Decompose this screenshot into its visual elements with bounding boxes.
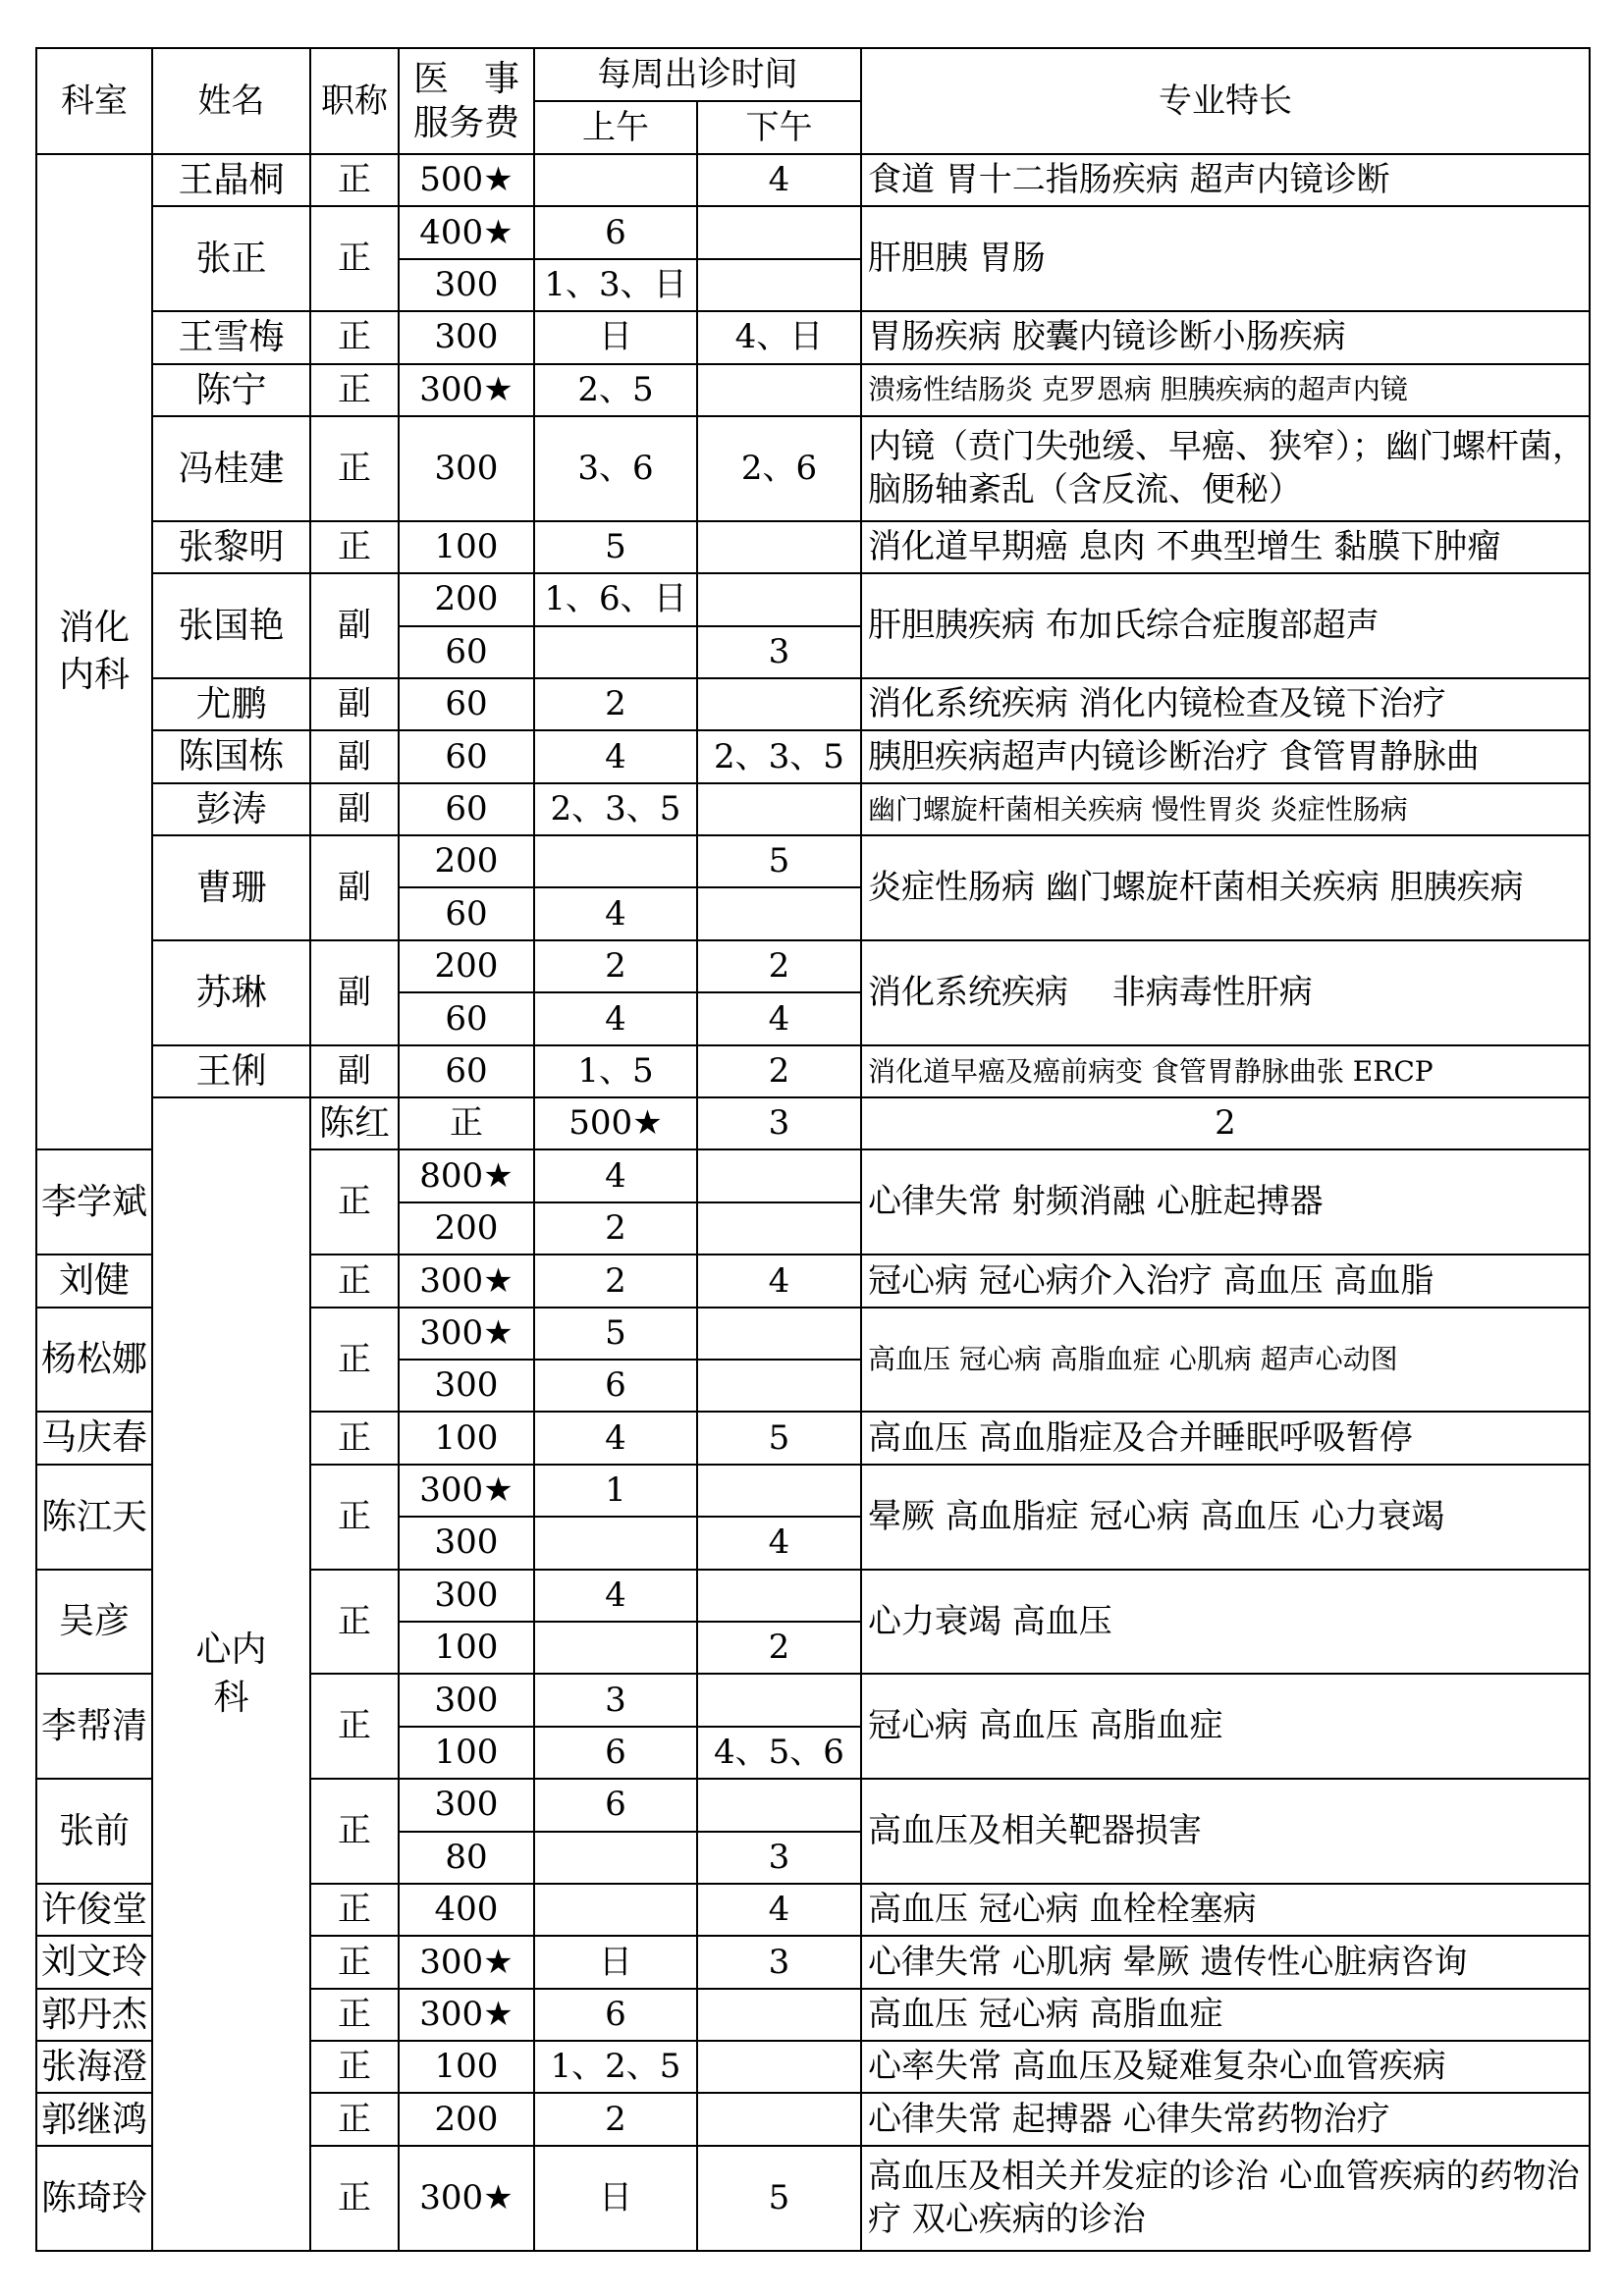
service-fee: 800★	[399, 1149, 534, 1201]
service-fee: 500★	[399, 154, 534, 206]
afternoon-slot	[697, 887, 861, 939]
header-name: 姓名	[152, 48, 310, 154]
morning-slot: 4	[534, 730, 697, 782]
doctor-title: 正	[310, 521, 399, 573]
doctor-name: 曹珊	[152, 835, 310, 940]
morning-slot: 2、5	[534, 364, 697, 416]
doctor-name: 陈红	[310, 1097, 399, 1149]
specialty: 心律失常 射频消融 心脏起搏器	[861, 1149, 1590, 1255]
service-fee: 300★	[399, 1255, 534, 1307]
doctor-title: 副	[310, 940, 399, 1045]
morning-slot: 日	[534, 2146, 697, 2251]
doctor-name: 许俊堂	[36, 1884, 152, 1936]
afternoon-slot: 3	[697, 1832, 861, 1884]
service-fee: 300	[399, 1570, 534, 1622]
department-cell	[36, 154, 152, 1149]
table-row	[36, 940, 1590, 992]
service-fee: 300★	[399, 2146, 534, 2251]
morning-slot: 3、6	[534, 416, 697, 521]
table-row	[36, 678, 1590, 730]
doctor-name: 杨松娜	[36, 1308, 152, 1413]
afternoon-slot	[697, 1360, 861, 1412]
morning-slot: 4	[534, 992, 697, 1044]
doctor-title: 正	[310, 1412, 399, 1464]
service-fee: 200	[399, 2093, 534, 2145]
doctor-title: 副	[310, 783, 399, 835]
afternoon-slot	[697, 259, 861, 311]
doctor-title: 正	[310, 1570, 399, 1675]
afternoon-slot: 2	[697, 1622, 861, 1674]
department-label-line: 消化	[58, 607, 130, 648]
doctor-title: 正	[310, 2041, 399, 2093]
afternoon-slot	[697, 1149, 861, 1201]
specialty: 高血压 冠心病 高脂血症 心肌病 超声心动图	[861, 1308, 1590, 1413]
afternoon-slot	[697, 1308, 861, 1360]
morning-slot: 1、5	[534, 1045, 697, 1097]
service-fee: 100	[399, 1622, 534, 1674]
doctor-name: 刘文玲	[36, 1936, 152, 1988]
morning-slot	[534, 626, 697, 678]
afternoon-slot: 2	[697, 1045, 861, 1097]
specialty: 炎症性肠病 幽门螺旋杆菌相关疾病 胆胰疾病	[861, 835, 1590, 940]
service-fee: 300	[399, 259, 534, 311]
service-fee: 60	[399, 992, 534, 1044]
specialty: 心率失常 高血压及疑难复杂心血管疾病	[861, 2041, 1590, 2093]
specialty: 高血压 高血脂症及合并睡眠呼吸暂停	[861, 1412, 1590, 1464]
service-fee: 300★	[399, 1465, 534, 1517]
specialty: 高血压 冠心病 血栓栓塞病	[861, 1884, 1590, 1936]
doctor-name: 冯桂建	[152, 416, 310, 521]
service-fee: 100	[399, 1412, 534, 1464]
service-fee: 60	[399, 887, 534, 939]
morning-slot: 4	[534, 1149, 697, 1201]
service-fee: 200	[399, 940, 534, 992]
morning-slot: 2	[534, 1255, 697, 1307]
doctor-title: 正	[310, 1255, 399, 1307]
specialty: 晕厥 高血脂症 冠心病 高血压 心力衰竭	[861, 1465, 1590, 1570]
doctor-name: 苏琳	[152, 940, 310, 1045]
department-label-line: 科	[213, 1677, 249, 1718]
doctor-name: 马庆春	[36, 1412, 152, 1464]
afternoon-slot: 3	[697, 1936, 861, 1988]
doctor-name: 郭丹杰	[36, 1989, 152, 2041]
doctor-title: 正	[310, 206, 399, 311]
doctor-title: 正	[310, 364, 399, 416]
doctor-title: 副	[310, 835, 399, 940]
morning-slot: 5	[534, 1308, 697, 1360]
morning-slot: 4	[534, 1412, 697, 1464]
service-fee: 60	[399, 730, 534, 782]
afternoon-slot	[697, 521, 861, 573]
doctor-title: 正	[310, 154, 399, 206]
table-row	[36, 416, 1590, 521]
table-row	[36, 573, 1590, 625]
morning-slot: 1、6、日	[534, 573, 697, 625]
doctor-name: 张前	[36, 1779, 152, 1884]
specialty: 溃疡性结肠炎 克罗恩病 胆胰疾病的超声内镜	[861, 364, 1590, 416]
specialty: 内镜（贲门失弛缓、早癌、狭窄）；幽门螺杆菌，脑肠轴紊乱（含反流、便秘）	[861, 416, 1590, 521]
specialty: 消化道早癌及癌前病变 食管胃静脉曲张 ERCP	[861, 1045, 1590, 1097]
afternoon-slot	[697, 2093, 861, 2145]
morning-slot: 2、3、5	[534, 783, 697, 835]
afternoon-slot: 4	[697, 1255, 861, 1307]
department-label-line: 心内	[195, 1629, 267, 1670]
table-row	[36, 1045, 1590, 1097]
doctor-name: 李学斌	[36, 1149, 152, 1255]
header-specialty: 专业特长	[861, 48, 1590, 154]
schedule-table	[35, 47, 1591, 2252]
service-fee: 80	[399, 1832, 534, 1884]
afternoon-slot: 2、6	[697, 416, 861, 521]
service-fee: 400	[399, 1884, 534, 1936]
afternoon-slot: 5	[697, 2146, 861, 2251]
service-fee: 60	[399, 626, 534, 678]
afternoon-slot: 2	[861, 1097, 1590, 1149]
specialty: 胰胆疾病超声内镜诊断治疗 食管胃静脉曲	[861, 730, 1590, 782]
afternoon-slot: 4	[697, 1884, 861, 1936]
specialty: 高血压及相关靶器损害	[861, 1779, 1590, 1884]
specialty: 幽门螺旋杆菌相关疾病 慢性胃炎 炎症性肠病	[861, 783, 1590, 835]
service-fee: 300	[399, 1360, 534, 1412]
table-row	[36, 1097, 1590, 1149]
service-fee: 300★	[399, 1308, 534, 1360]
doctor-name: 张国艳	[152, 573, 310, 678]
department-label-line: 内科	[58, 655, 130, 696]
specialty: 心力衰竭 高血压	[861, 1570, 1590, 1675]
table-row	[36, 835, 1590, 887]
service-fee: 100	[399, 2041, 534, 2093]
morning-slot	[534, 1622, 697, 1674]
doctor-name: 陈琦玲	[36, 2146, 152, 2251]
afternoon-slot: 3	[697, 626, 861, 678]
doctor-name: 陈江天	[36, 1465, 152, 1570]
service-fee: 200	[399, 573, 534, 625]
morning-slot: 6	[534, 1779, 697, 1831]
table-row	[36, 521, 1590, 573]
doctor-name: 彭涛	[152, 783, 310, 835]
doctor-title: 正	[310, 1149, 399, 1255]
header-fee	[399, 48, 534, 154]
afternoon-slot	[697, 1989, 861, 2041]
doctor-title: 正	[310, 1465, 399, 1570]
header-dept: 科室	[36, 48, 152, 154]
afternoon-slot	[697, 1465, 861, 1517]
morning-slot: 1、2、5	[534, 2041, 697, 2093]
morning-slot: 1、3、日	[534, 259, 697, 311]
doctor-title: 正	[310, 1674, 399, 1779]
doctor-title: 正	[310, 1308, 399, 1413]
header-pm: 下午	[697, 101, 861, 154]
morning-slot: 3	[697, 1097, 861, 1149]
doctor-name: 陈国栋	[152, 730, 310, 782]
morning-slot	[534, 1832, 697, 1884]
header-am: 上午	[534, 101, 697, 154]
service-fee: 400★	[399, 206, 534, 258]
afternoon-slot	[697, 783, 861, 835]
doctor-name: 吴彦	[36, 1570, 152, 1675]
specialty: 食道 胃十二指肠疾病 超声内镜诊断	[861, 154, 1590, 206]
morning-slot: 3	[534, 1674, 697, 1726]
header-fee-line2: 服务费	[412, 103, 519, 143]
morning-slot: 6	[534, 1360, 697, 1412]
morning-slot: 6	[534, 1727, 697, 1779]
schedule-body	[36, 154, 1590, 2251]
doctor-title: 正	[310, 2093, 399, 2145]
service-fee: 200	[399, 835, 534, 887]
afternoon-slot	[697, 2041, 861, 2093]
specialty: 高血压 冠心病 高脂血症	[861, 1989, 1590, 2041]
morning-slot: 日	[534, 1936, 697, 1988]
service-fee: 300★	[399, 364, 534, 416]
afternoon-slot	[697, 573, 861, 625]
service-fee: 300	[399, 311, 534, 363]
afternoon-slot	[697, 1674, 861, 1726]
table-row	[36, 730, 1590, 782]
morning-slot	[534, 1884, 697, 1936]
header-fee-line1: 医 事	[412, 59, 519, 99]
doctor-name: 尤鹏	[152, 678, 310, 730]
morning-slot: 4	[534, 887, 697, 939]
afternoon-slot: 2、3、5	[697, 730, 861, 782]
doctor-name: 王晶桐	[152, 154, 310, 206]
morning-slot: 2	[534, 1202, 697, 1255]
doctor-title: 正	[310, 1884, 399, 1936]
service-fee: 300★	[399, 1936, 534, 1988]
header-schedule: 每周出诊时间	[534, 48, 861, 101]
doctor-name: 王雪梅	[152, 311, 310, 363]
doctor-name: 刘健	[36, 1255, 152, 1307]
service-fee: 300	[399, 1674, 534, 1726]
doctor-title: 正	[310, 2146, 399, 2251]
doctor-title: 正	[399, 1097, 534, 1149]
table-row	[36, 364, 1590, 416]
doctor-title: 正	[310, 1989, 399, 2041]
service-fee: 200	[399, 1202, 534, 1255]
specialty: 消化系统疾病 消化内镜检查及镜下治疗	[861, 678, 1590, 730]
specialty: 胃肠疾病 胶囊内镜诊断小肠疾病	[861, 311, 1590, 363]
table-row	[36, 206, 1590, 258]
morning-slot	[534, 154, 697, 206]
afternoon-slot: 4	[697, 1517, 861, 1569]
doctor-name: 张海澄	[36, 2041, 152, 2093]
afternoon-slot	[697, 1570, 861, 1622]
doctor-title: 正	[310, 1936, 399, 1988]
doctor-name: 张正	[152, 206, 310, 311]
afternoon-slot	[697, 364, 861, 416]
afternoon-slot	[697, 206, 861, 258]
doctor-title: 副	[310, 678, 399, 730]
service-fee: 300★	[399, 1989, 534, 2041]
morning-slot: 6	[534, 1989, 697, 2041]
service-fee: 300	[399, 1779, 534, 1831]
morning-slot	[534, 835, 697, 887]
doctor-name: 郭继鸿	[36, 2093, 152, 2145]
afternoon-slot: 4	[697, 992, 861, 1044]
morning-slot: 2	[534, 2093, 697, 2145]
specialty: 肝胆胰疾病 布加氏综合症腹部超声	[861, 573, 1590, 678]
service-fee: 100	[399, 1727, 534, 1779]
table-row	[36, 154, 1590, 206]
doctor-name: 王俐	[152, 1045, 310, 1097]
morning-slot: 1	[534, 1465, 697, 1517]
morning-slot: 6	[534, 206, 697, 258]
afternoon-slot: 4、日	[697, 311, 861, 363]
doctor-name: 陈宁	[152, 364, 310, 416]
afternoon-slot: 5	[697, 1412, 861, 1464]
doctor-title: 正	[310, 311, 399, 363]
doctor-title: 正	[310, 1779, 399, 1884]
department-cell	[152, 1097, 310, 2251]
morning-slot: 日	[534, 311, 697, 363]
morning-slot: 5	[534, 521, 697, 573]
afternoon-slot	[697, 678, 861, 730]
specialty: 冠心病 高血压 高脂血症	[861, 1674, 1590, 1779]
afternoon-slot: 2	[697, 940, 861, 992]
doctor-name: 李帮清	[36, 1674, 152, 1779]
specialty: 高血压及相关并发症的诊治 心血管疾病的药物治疗 双心疾病的诊治	[861, 2146, 1590, 2251]
afternoon-slot	[697, 1202, 861, 1255]
service-fee: 100	[399, 521, 534, 573]
specialty: 心律失常 起搏器 心律失常药物治疗	[861, 2093, 1590, 2145]
table-row	[36, 311, 1590, 363]
header-title: 职称	[310, 48, 399, 154]
doctor-title: 副	[310, 573, 399, 678]
service-fee: 500★	[534, 1097, 697, 1149]
doctor-title: 正	[310, 416, 399, 521]
doctor-name: 张黎明	[152, 521, 310, 573]
doctor-title: 副	[310, 730, 399, 782]
morning-slot: 2	[534, 940, 697, 992]
table-row	[36, 783, 1590, 835]
service-fee: 300	[399, 1517, 534, 1569]
morning-slot: 2	[534, 678, 697, 730]
service-fee: 300	[399, 416, 534, 521]
afternoon-slot	[697, 1779, 861, 1831]
service-fee: 60	[399, 1045, 534, 1097]
specialty: 消化道早期癌 息肉 不典型增生 黏膜下肿瘤	[861, 521, 1590, 573]
doctor-title: 副	[310, 1045, 399, 1097]
specialty: 心律失常 心肌病 晕厥 遗传性心脏病咨询	[861, 1936, 1590, 1988]
afternoon-slot: 4、5、6	[697, 1727, 861, 1779]
service-fee: 60	[399, 783, 534, 835]
afternoon-slot: 5	[697, 835, 861, 887]
morning-slot	[534, 1517, 697, 1569]
morning-slot: 4	[534, 1570, 697, 1622]
specialty: 消化系统疾病 非病毒性肝病	[861, 940, 1590, 1045]
afternoon-slot: 4	[697, 154, 861, 206]
specialty: 肝胆胰 胃肠	[861, 206, 1590, 311]
service-fee: 60	[399, 678, 534, 730]
specialty: 冠心病 冠心病介入治疗 高血压 高血脂	[861, 1255, 1590, 1307]
